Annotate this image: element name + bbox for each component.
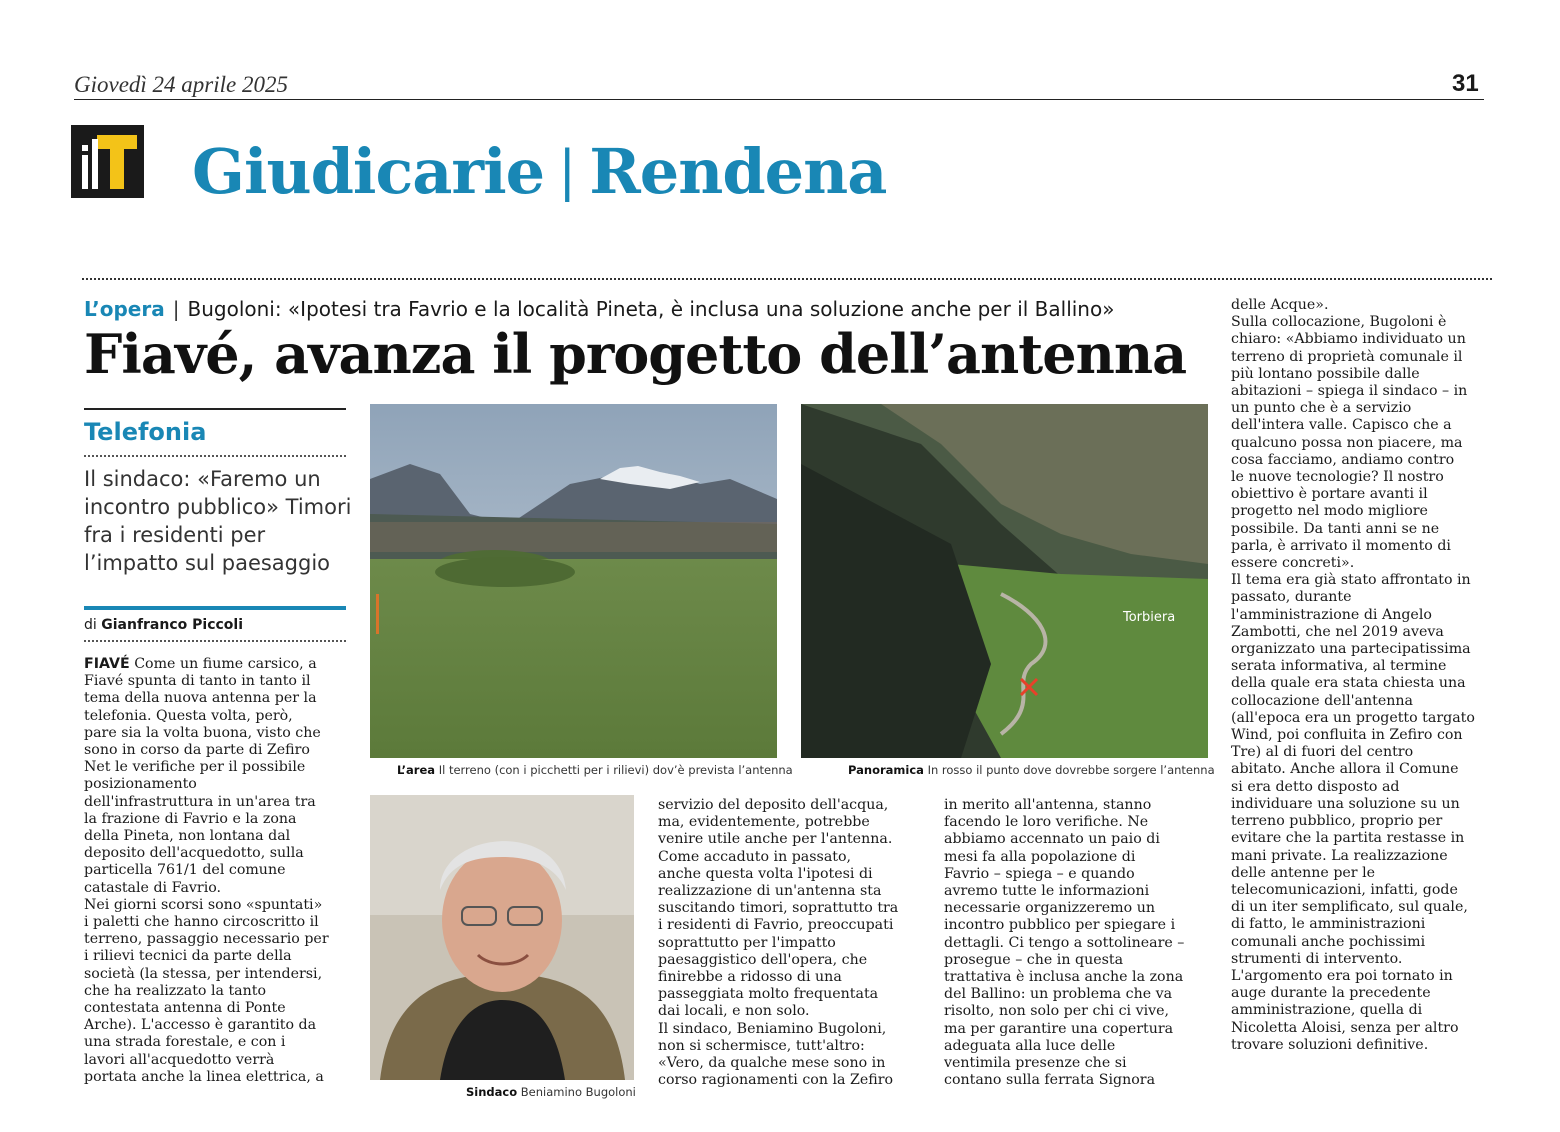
issue-date: Giovedì 24 aprile 2025 <box>74 72 288 97</box>
kicker-label: L’opera <box>84 297 165 321</box>
section-divider: | <box>558 139 576 202</box>
byline-prefix: di <box>84 617 97 633</box>
kicker <box>84 297 1114 321</box>
photo-panorama <box>801 404 1208 758</box>
byline-author: Gianfranco Piccoli <box>101 617 244 633</box>
caption-panorama-label: Panoramica <box>848 763 924 777</box>
caption-panorama <box>848 763 1215 777</box>
photo-mayor <box>370 795 634 1080</box>
byline <box>84 617 243 633</box>
caption-panorama-text: In rosso il punto dove dovrebbe sorgere l’antenna <box>927 763 1215 777</box>
kicker-text: Bugoloni: «Ipotesi tra Favrio e la località Pineta, è inclusa una soluzione anche per il Ballino» <box>187 297 1115 321</box>
header-rule <box>74 99 1484 100</box>
sidebar-title: Telefonia <box>84 418 207 446</box>
body-column-3: in merito all'antenna, stanno facendo le loro verifiche. Ne abbiamo accennato un paio di mesi fa alla popolazione di Favrio – spiega – e quando avremo tutte le informazioni necessarie organizzeremo un incontro pubblico per spiegare i dettagli. Ci tengo a sottolineare – prosegue – che in questa trattativa è inclusa anche la zona del Ballino: un problema che va risolto, non solo per chi ci vive, ma per garantire una copertura adeguata alla luce delle ventimila presenze che si contano sulla ferrata Signora <box>944 797 1185 1089</box>
caption-area-text: Il terreno (con i picchetti per i rilievi) dov’è prevista l’antenna <box>438 763 793 777</box>
caption-area <box>397 763 793 777</box>
photo-area <box>370 404 777 758</box>
sidebar-top-rule <box>84 408 346 410</box>
caption-area-label: L’area <box>397 763 436 777</box>
sidebar-accent-bar <box>84 606 346 610</box>
section-left: Giudicarie <box>192 135 545 208</box>
section-right: Rendena <box>589 135 887 208</box>
field-landscape-image <box>370 404 777 758</box>
valley-panorama-image <box>801 404 1208 758</box>
kicker-divider: | <box>172 297 180 321</box>
mayor-portrait-image <box>370 795 634 1080</box>
dateline: FIAVÉ <box>84 656 130 672</box>
byline-dotted-rule <box>84 640 346 642</box>
caption-mayor-label: Sindaco <box>466 1085 518 1099</box>
body-column-2: servizio del deposito dell'acqua, ma, evidentemente, potrebbe venire utile anche per l'antenna. Come accaduto in passato, anche questa volta l'ipotesi di realizzazione di un'antenna sta suscitando timori, soprattutto tra i residenti di Favrio, preoccupati soprattutto per l'impatto paesaggistico dell'opera, che finirebbe a ridosso di una passeggiata molto frequentata dai locali, e non solo. Il sindaco, Beniamino Bugoloni, non si schermisce, tutt'altro: «Vero, da qualche mese sono in corso ragionamenti con la Zefiro <box>658 797 899 1089</box>
sidebar-summary: Il sindaco: «Faremo un incontro pubblico» Timori fra i residenti per l’impatto sul paesaggio <box>84 467 352 575</box>
page-number: 31 <box>1452 70 1479 97</box>
headline: Fiavé, avanza il progetto dell’antenna <box>84 322 1187 386</box>
body-column-1-text: Come un fiume carsico, a Fiavé spunta di tanto in tanto il tema della nuova antenna per la telefonia. Questa volta, però, pare sia la volta buona, visto che sono in corso da parte di Zefiro Net le verifiche per il possibile posizionamento dell'infrastruttura in un'area tra la frazione di Favrio e la zona della Pineta, non lontana dal deposito dell'acquedotto, sulla particella 761/1 del comune catastale di Favrio. Nei giorni scorsi sono «spuntati» i paletti che hanno circoscritto il terreno, passaggio necessario per i rilievi tecnici da parte della società (la stessa, per intendersi, che ha realizzato la tanto contestata antenna di Ponte Arche). L'accesso è garantito da una strada forestale, e con i lavori all'acquedotto verrà portata anche la linea elettrica, a <box>84 656 329 1085</box>
logo-icon <box>71 125 144 198</box>
section-title <box>192 135 886 208</box>
torbiera-map-label: Torbiera <box>1123 610 1176 625</box>
caption-mayor-text: Beniamino Bugoloni <box>520 1085 636 1099</box>
newspaper-logo <box>71 125 144 198</box>
article-top-rule <box>82 278 1492 280</box>
caption-mayor <box>466 1085 636 1099</box>
body-column-1 <box>84 656 352 1086</box>
body-column-4: delle Acque». Sulla collocazione, Bugoloni è chiaro: «Abbiamo individuato un terreno di proprietà comunale il più lontano possibile dalle abitazioni – spiega il sindaco – in un punto che è a servizio dell'intera valle. Capisco che a qualcuno possa non piacere, ma cosa facciamo, andiamo contro le nuove tecnologie? Il nostro obiettivo è portare avanti il progetto nel modo migliore possibile. Da tanti anni se ne parla, è arrivato il momento di essere concreti». Il tema era già stato affrontato in passato, durante l'amministrazione di Angelo Zambotti, che nel 2019 aveva organizzato una partecipatissima serata informativa, al termine della quale era stata chiesta una collocazione dell'antenna (all'epoca era un progetto targato Wind, poi confluita in Zefiro con Tre) al di fuori del centro abitato. Anche allora il Comune si era detto disposto ad individuare una soluzione su un terreno pubblico, proprio per evitare che la partita restasse in mani private. La realizzazione delle antenne per le telecomunicazioni, infatti, gode di un iter semplificato, sul quale, di fatto, le amministrazioni comunali anche pochissimi strumenti di intervento. L'argomento era poi tornato in auge durante la precedente amministrazione, quella di Nicoletta Aloisi, senza per altro trovare soluzioni definitive. <box>1231 297 1475 1053</box>
sidebar-dotted-rule <box>84 455 346 457</box>
